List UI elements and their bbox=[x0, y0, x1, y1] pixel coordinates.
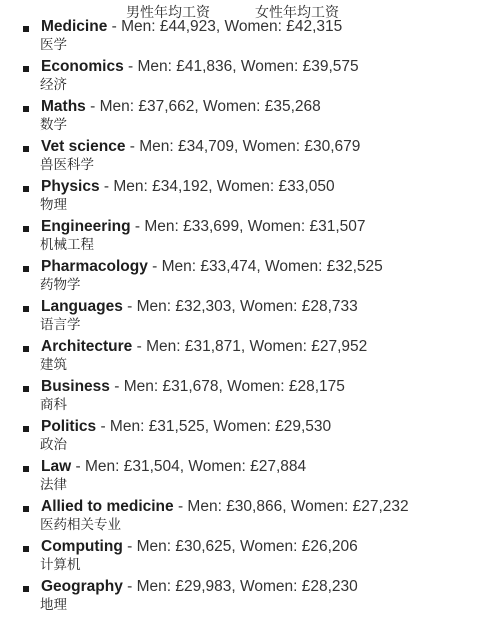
women-prefix: , Women: bbox=[234, 138, 305, 155]
subject-salary-line bbox=[41, 378, 345, 396]
separator: - bbox=[147, 258, 162, 275]
women-prefix: , Women: bbox=[179, 458, 251, 475]
separator: - bbox=[99, 178, 114, 195]
separator: - bbox=[109, 378, 124, 395]
bullet-icon bbox=[23, 466, 29, 472]
bullet-icon bbox=[23, 106, 29, 112]
women-salary: £35,268 bbox=[264, 98, 321, 115]
men-salary: £31,678 bbox=[162, 378, 219, 395]
men-prefix: Men: bbox=[121, 18, 160, 35]
subject-salary-line bbox=[41, 58, 359, 76]
subject-chinese-name: 语言学 bbox=[40, 317, 81, 333]
women-salary: £27,884 bbox=[250, 458, 307, 475]
subject-salary-line bbox=[41, 98, 321, 116]
subject-chinese-name: 机械工程 bbox=[40, 237, 94, 253]
separator: - bbox=[173, 498, 188, 515]
list-item bbox=[0, 538, 489, 578]
list-item bbox=[0, 338, 489, 378]
women-salary: £28,733 bbox=[301, 298, 358, 315]
women-prefix: , Women: bbox=[232, 58, 303, 75]
subject-name: Medicine bbox=[41, 18, 108, 35]
separator: - bbox=[125, 138, 140, 155]
list-item bbox=[0, 578, 489, 618]
women-salary-header: 女性年均工资 bbox=[255, 5, 339, 21]
subject-name: Politics bbox=[41, 418, 97, 435]
subject-salary-list bbox=[0, 18, 489, 618]
women-prefix: , Women: bbox=[239, 218, 310, 235]
men-salary: £29,983 bbox=[175, 578, 232, 595]
subject-chinese-name: 数学 bbox=[40, 117, 67, 133]
subject-salary-line bbox=[41, 18, 342, 36]
bullet-icon bbox=[23, 66, 29, 72]
men-prefix: Men: bbox=[136, 538, 176, 555]
women-prefix: , Women: bbox=[215, 18, 287, 35]
list-item bbox=[0, 458, 489, 498]
subject-chinese-name: 医学 bbox=[40, 37, 67, 53]
men-prefix: Men: bbox=[144, 218, 184, 235]
subject-chinese-name: 经济 bbox=[40, 77, 67, 93]
men-prefix: Men: bbox=[161, 258, 201, 275]
list-item bbox=[0, 178, 489, 218]
men-salary: £30,625 bbox=[175, 538, 232, 555]
subject-salary-line bbox=[41, 218, 366, 236]
men-prefix: Men: bbox=[109, 418, 149, 435]
subject-chinese-name: 商科 bbox=[40, 397, 67, 413]
women-prefix: , Women: bbox=[256, 258, 327, 275]
subject-salary-line bbox=[41, 418, 331, 436]
separator: - bbox=[85, 98, 100, 115]
women-salary: £28,175 bbox=[288, 378, 345, 395]
men-salary: £41,836 bbox=[176, 58, 233, 75]
women-salary: £30,679 bbox=[304, 138, 361, 155]
subject-salary-line bbox=[41, 138, 360, 156]
separator: - bbox=[96, 418, 110, 435]
list-item bbox=[0, 378, 489, 418]
women-prefix: , Women: bbox=[231, 298, 302, 315]
subject-name: Architecture bbox=[41, 338, 133, 355]
subject-chinese-name: 物理 bbox=[40, 197, 67, 213]
bullet-icon bbox=[23, 306, 29, 312]
bullet-icon bbox=[23, 586, 29, 592]
list-item bbox=[0, 298, 489, 338]
separator: - bbox=[107, 18, 122, 35]
subject-salary-line bbox=[41, 258, 383, 276]
bullet-icon bbox=[23, 506, 29, 512]
subject-chinese-name: 计算机 bbox=[40, 557, 81, 573]
list-item bbox=[0, 418, 489, 458]
subject-name: Economics bbox=[41, 58, 124, 75]
men-salary: £31,504 bbox=[123, 458, 180, 475]
subject-salary-line bbox=[41, 578, 358, 596]
men-prefix: Men: bbox=[136, 298, 176, 315]
subject-chinese-name: 建筑 bbox=[40, 357, 67, 373]
subject-salary-line bbox=[41, 498, 409, 516]
separator: - bbox=[71, 458, 85, 475]
list-item bbox=[0, 258, 489, 298]
men-salary-header: 男性年均工资 bbox=[126, 5, 210, 21]
women-prefix: , Women: bbox=[218, 378, 289, 395]
men-salary: £33,699 bbox=[183, 218, 240, 235]
women-prefix: , Women: bbox=[194, 98, 265, 115]
subject-salary-line bbox=[41, 338, 367, 356]
subject-salary-line bbox=[41, 458, 306, 476]
subject-name: Engineering bbox=[41, 218, 131, 235]
subject-chinese-name: 兽医科学 bbox=[40, 157, 94, 173]
subject-salary-line bbox=[41, 538, 358, 556]
separator: - bbox=[122, 538, 137, 555]
men-prefix: Men: bbox=[113, 178, 153, 195]
men-salary: £33,474 bbox=[200, 258, 257, 275]
subject-chinese-name: 医药相关专业 bbox=[40, 517, 121, 533]
subject-name: Computing bbox=[41, 538, 123, 555]
subject-name: Allied to medicine bbox=[41, 498, 174, 515]
bullet-icon bbox=[23, 226, 29, 232]
women-salary: £27,952 bbox=[311, 338, 368, 355]
men-salary: £44,923 bbox=[159, 18, 216, 35]
men-prefix: Men: bbox=[84, 458, 124, 475]
men-prefix: Men: bbox=[136, 578, 176, 595]
men-salary: £31,525 bbox=[148, 418, 205, 435]
bullet-icon bbox=[23, 266, 29, 272]
subject-name: Geography bbox=[41, 578, 123, 595]
subject-name: Languages bbox=[41, 298, 123, 315]
list-item bbox=[0, 498, 489, 538]
women-prefix: , Women: bbox=[282, 498, 353, 515]
women-salary: £32,525 bbox=[326, 258, 383, 275]
men-prefix: Men: bbox=[123, 378, 163, 395]
bullet-icon bbox=[23, 146, 29, 152]
subject-chinese-name: 药物学 bbox=[40, 277, 81, 293]
separator: - bbox=[122, 578, 137, 595]
men-salary: £31,871 bbox=[184, 338, 241, 355]
separator: - bbox=[132, 338, 147, 355]
subject-salary-line bbox=[41, 178, 335, 196]
list-item bbox=[0, 138, 489, 178]
separator: - bbox=[130, 218, 145, 235]
separator: - bbox=[123, 58, 138, 75]
women-salary: £26,206 bbox=[301, 538, 358, 555]
subject-name: Vet science bbox=[41, 138, 126, 155]
subject-name: Business bbox=[41, 378, 110, 395]
bullet-icon bbox=[23, 426, 29, 432]
bullet-icon bbox=[23, 386, 29, 392]
men-prefix: Men: bbox=[146, 338, 185, 355]
women-salary: £42,315 bbox=[286, 18, 343, 35]
women-salary: £31,507 bbox=[309, 218, 366, 235]
subject-name: Physics bbox=[41, 178, 100, 195]
subject-name: Pharmacology bbox=[41, 258, 148, 275]
separator: - bbox=[122, 298, 137, 315]
list-item bbox=[0, 18, 489, 58]
men-salary: £34,709 bbox=[178, 138, 235, 155]
women-salary: £39,575 bbox=[302, 58, 359, 75]
women-prefix: , Women: bbox=[240, 338, 312, 355]
subject-chinese-name: 法律 bbox=[40, 477, 67, 493]
men-prefix: Men: bbox=[139, 138, 178, 155]
men-prefix: Men: bbox=[187, 498, 227, 515]
women-prefix: , Women: bbox=[204, 418, 276, 435]
bullet-icon bbox=[23, 26, 29, 32]
list-item bbox=[0, 98, 489, 138]
men-salary: £30,866 bbox=[226, 498, 283, 515]
women-salary: £27,232 bbox=[352, 498, 409, 515]
subject-chinese-name: 政治 bbox=[40, 437, 67, 453]
women-salary: £33,050 bbox=[278, 178, 335, 195]
men-prefix: Men: bbox=[99, 98, 139, 115]
subject-chinese-name: 地理 bbox=[40, 597, 67, 613]
bullet-icon bbox=[23, 346, 29, 352]
subject-name: Law bbox=[41, 458, 72, 475]
subject-salary-line bbox=[41, 298, 358, 316]
men-prefix: Men: bbox=[137, 58, 177, 75]
subject-name: Maths bbox=[41, 98, 86, 115]
men-salary: £37,662 bbox=[138, 98, 195, 115]
bullet-icon bbox=[23, 186, 29, 192]
list-item bbox=[0, 218, 489, 258]
women-prefix: , Women: bbox=[208, 178, 279, 195]
men-salary: £32,303 bbox=[175, 298, 232, 315]
men-salary: £34,192 bbox=[152, 178, 209, 195]
bullet-icon bbox=[23, 546, 29, 552]
women-prefix: , Women: bbox=[231, 578, 302, 595]
women-salary: £28,230 bbox=[301, 578, 358, 595]
women-salary: £29,530 bbox=[275, 418, 332, 435]
list-item bbox=[0, 58, 489, 98]
women-prefix: , Women: bbox=[231, 538, 302, 555]
